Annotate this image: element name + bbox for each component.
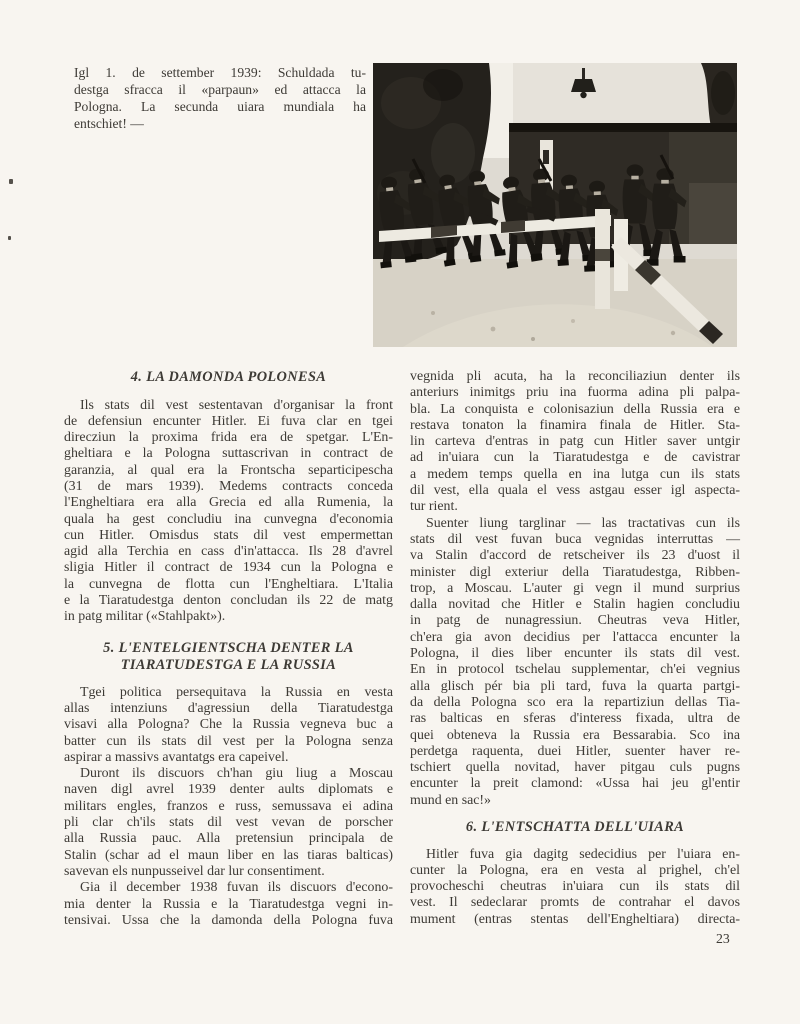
text-line: militars engles, franzos e russ, semussava ei adina [64, 798, 393, 814]
paragraph [410, 847, 740, 928]
section-heading-4 [64, 369, 393, 387]
text-line: naven digl avrel 1939 denter aults diplomats e [64, 782, 393, 798]
text-line: ch'era gia avon decidius per l'attacca encunter la [410, 629, 740, 645]
text-line: mund en sac!» [410, 792, 492, 808]
text-line: bla. La conquista e colonisaziun della Russia era e [410, 401, 740, 417]
text-line: Hitler fuva gia dagitg sedecidius per l'uiara en- [425, 846, 740, 862]
text-line: ras balticas en sferas d'interess fixada, ultra de [410, 711, 740, 727]
text-line: Pologna. La secunda uiara mundiala ha [74, 99, 366, 115]
text-line: Suenter liung targlinar — las tractativas cun ils [425, 515, 740, 531]
text-line: tur rient. [410, 499, 458, 515]
text-line: quei obteneva la Russia era Bessarabia. Sco ina [410, 727, 740, 743]
text-line: visavi alla Pologna? Che la Russia vegneva buc a [64, 717, 393, 733]
text-line: ad in'uiara cun la Tiaratudestga e de cavistrar [410, 450, 740, 466]
text-line: aspirar a massivs avantatgs era capeivel. [64, 749, 289, 765]
paragraph [64, 766, 393, 880]
text-line: trop, a Moscau. L'auter gi vegn il mund surprius [410, 580, 740, 596]
page-number: 23 [716, 931, 730, 946]
text-line: lin carteva d'entras in patg cun Hitler saver untgir [410, 434, 740, 450]
text-columns [64, 369, 740, 929]
text-line: batter cun ils stats dil vest per la Pologna senza [64, 733, 393, 749]
text-line: perdetga raquenta, duei Hitler, suenter haver re- [410, 743, 740, 759]
text-line: sligia Hitler il contract de 1934 cun la Pologna e [64, 560, 393, 576]
text-line: alla glisch pér bia pli tard, fuva la quarta partgi- [410, 678, 740, 694]
scan-speck [9, 179, 13, 184]
paragraph [410, 516, 740, 809]
text-line: Ils stats dil vest sestentavan d'organisar la front [79, 397, 393, 413]
text-line: allas intenziuns d'agressiun della Tiaratudestga [64, 700, 393, 716]
text-line: alla Russia pauc. Alla pretensiun principala de [64, 831, 393, 847]
text-line: 4. LA DAMONDA POLONESA [130, 369, 327, 385]
text-line: encunter la preit clamond: «Ussa hai jeu gl'entir [410, 776, 740, 792]
text-line: da della Pologna sco era la repartiziun dellas Tia- [410, 694, 740, 710]
text-line: de defensiun encunter Hitler. Ei fuva clar en tgei [64, 413, 393, 429]
text-line: destga sfracca il «parpaun» ed attacca la [74, 82, 366, 98]
text-line: restava tonaton la finamira finala de Hitler. Sta- [410, 417, 740, 433]
text-line: in patg militar («Stahlpakt»). [64, 609, 226, 625]
text-line: pli clar ch'ils stats dil vest vevan de porscher [64, 815, 393, 831]
paragraph [410, 369, 740, 516]
right-column [410, 369, 740, 929]
text-line: savevan els nunpusseivel dar lur consentiment. [64, 863, 325, 879]
text-line: quala ha gest concludiu ina cunvegna d'economia [64, 511, 393, 527]
text-line: TIARATUDESTGA E LA RUSSIA [120, 657, 337, 674]
text-line: Pologna, il dies liber encunter ils stats dil vest. [410, 646, 740, 662]
text-line: cunter la Pologna, era en vesta al prighel, ch'el [410, 862, 740, 878]
text-line: Stalin (schar ad el maun liber en las tiaras balticas) [64, 847, 393, 863]
text-line: anteriurs inimitgs priu ina fuorma adina pli palpa- [410, 385, 740, 401]
text-line: vest. Il sedeclarar promts de contrahar el davos [410, 895, 740, 911]
text-line: Duront ils discuors ch'han giu liug a Moscau [79, 766, 393, 782]
text-line: va Stalin d'accord de retscheiver ils 23 d'uost il [410, 548, 740, 564]
paragraph [64, 880, 393, 929]
photo-illustration [373, 63, 737, 347]
text-line: En in protocol tschelau supplementar, ch'ei vegnius [410, 662, 740, 678]
text-line: Tgei politica persequitava la Russia en vesta [79, 684, 393, 700]
paragraph [64, 685, 393, 766]
text-line: mia denter la Russia e la Tiaratudestga vegni in- [64, 896, 393, 912]
text-line: 6. L'ENTSCHATTA DELL'UIARA [465, 819, 685, 836]
text-line: a medem temps quella en ina lutga cun ils stats [410, 466, 740, 482]
text-line: cun Hitler. Omisdus stats dil vest empermettan [64, 527, 393, 543]
text-line: l'Engheltiara era alla Grecia ed alla Rumenia, la [64, 495, 393, 511]
text-line: 5. L'ENTELGIENTSCHA DENTER LA [103, 639, 354, 656]
text-line: mument (entras stentas dell'Engheltiara) directa- [410, 911, 740, 927]
text-line: stats dil vest fuvan buca vegnidas interruttas — [410, 531, 740, 547]
photo-caption [74, 64, 366, 132]
text-line: minister digl exteriur della Tiaratudestga, Ribben- [410, 564, 740, 580]
paragraph [64, 398, 393, 626]
text-line: agid alla Terchia en cass d'in'attacca. Ils 28 d'avrel [64, 544, 393, 560]
text-line: dalla novitad che Hitler e Stalin hagien concludiu [410, 597, 740, 613]
section-heading-5 [64, 640, 393, 675]
scan-speck [8, 236, 11, 240]
text-line: (31 de mars 1939). Medems contracts conceda [64, 478, 393, 494]
text-line: e la Tiaratudestga denton concludan ils 22 de matg [64, 593, 393, 609]
section-heading-6 [410, 819, 740, 837]
text-line: vegnida pli acuta, ha la reconciliaziun denter ils [410, 369, 740, 384]
text-line: Igl 1. de settember 1939: Schuldada tu- [74, 65, 366, 80]
text-line: Gia il december 1938 fuvan ils discuors d'econo- [79, 880, 393, 896]
text-line: gheltiara e la Pologna suttascrivan in contract de [64, 446, 393, 462]
text-line: in patg de nunagressiun. Cheutras veva Hitler, [410, 613, 740, 629]
text-line: provocheschi cheutras in'uiara cun ils stats dil [410, 879, 740, 895]
left-column [64, 369, 393, 929]
text-line: tschiert quella novitad, haver pitgau culs pugns [410, 760, 740, 776]
text-line: la cunvegna de flotta cun l'Engheltiara. L'Italia [64, 576, 393, 592]
text-line: dil vest, ella quala el vess astgau esser igl aspecta- [410, 483, 740, 499]
text-line: tensivai. Ussa che la damonda della Pologna fuva [64, 912, 393, 928]
text-line: entschiet! — [74, 116, 144, 132]
text-line: direcziun la proxima frida era de spetgar. L'En- [64, 430, 393, 446]
photo-german-soldiers-border-barrier [373, 63, 737, 347]
text-line: garanzia, al qual era la Frontscha separticipescha [64, 462, 393, 478]
